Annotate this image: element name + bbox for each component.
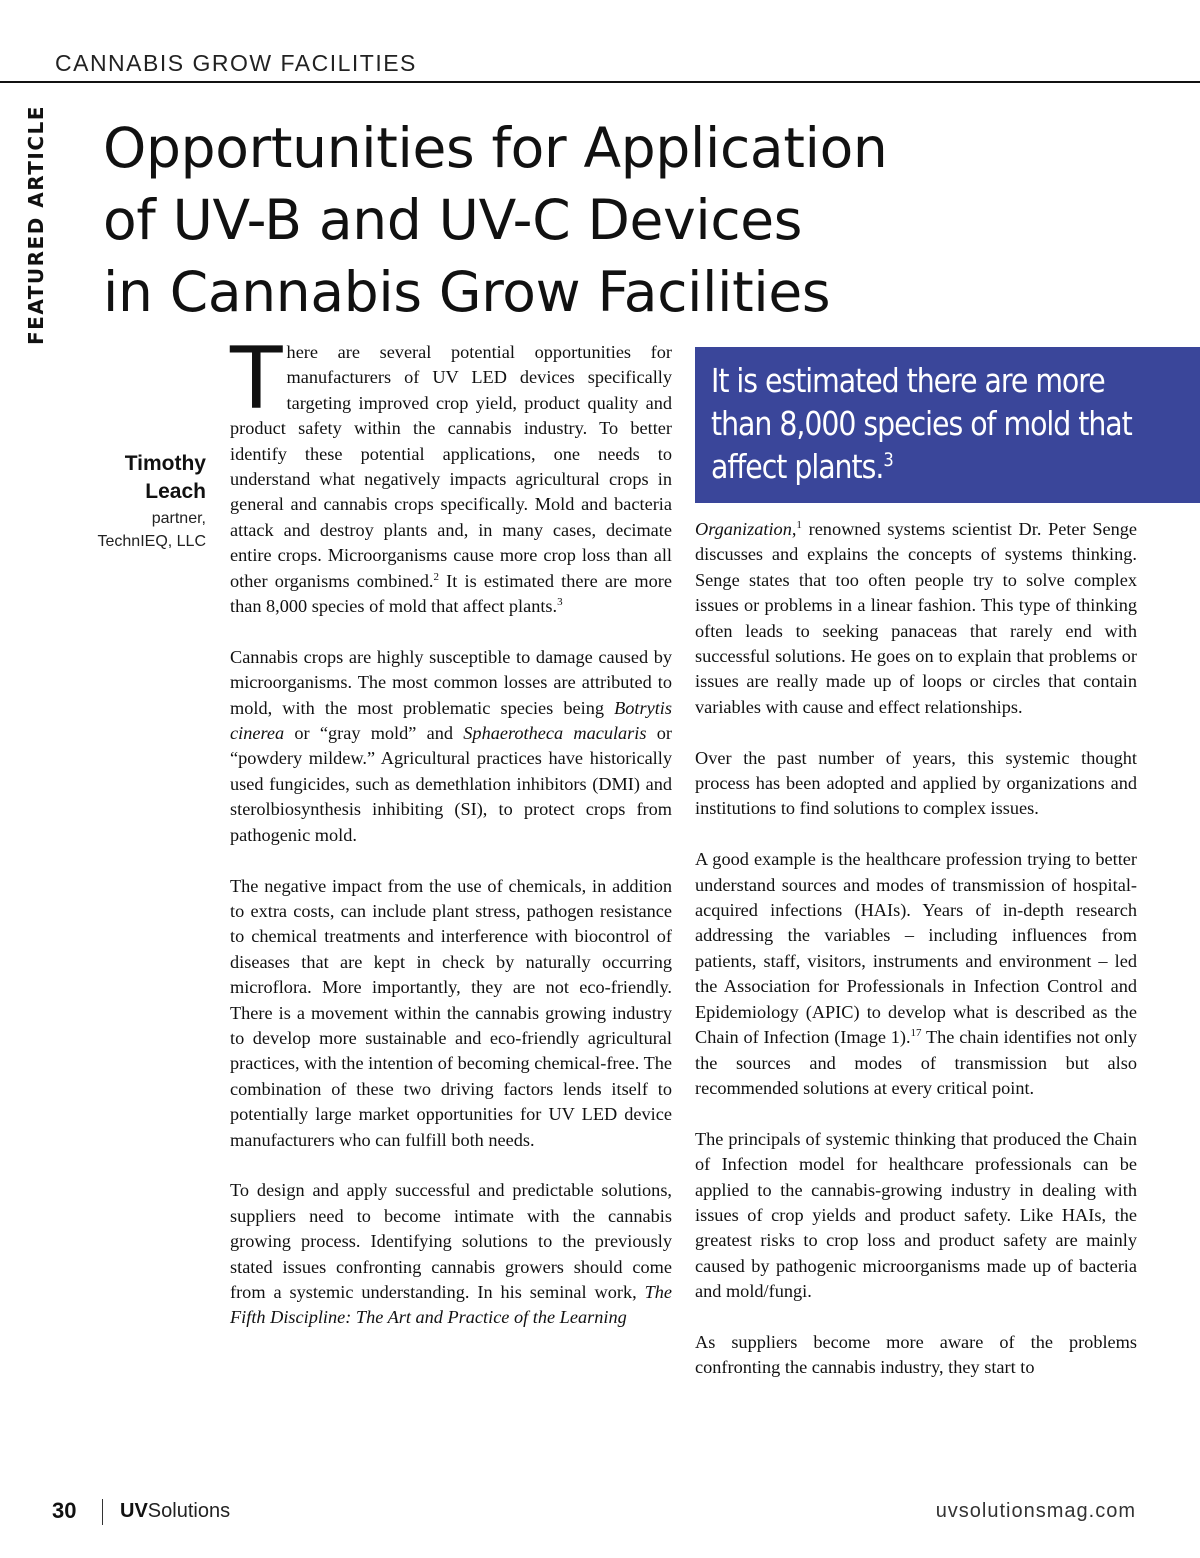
pull-quote-line-3 <box>711 445 1114 488</box>
article-title <box>103 112 1103 328</box>
brand-rest: Solutions <box>147 1500 231 1522</box>
magazine-url: uvsolutionsmag.com <box>935 1500 1136 1522</box>
text-run: or “gray mold” and <box>284 723 464 744</box>
section-label: CANNABIS GROW FACILITIES <box>55 50 417 76</box>
footnote-ref: 2 <box>433 570 439 583</box>
body-column-1 <box>230 329 672 1356</box>
body-column-2 <box>695 517 1137 1406</box>
footnote-ref: 17 <box>910 1027 922 1039</box>
paragraph <box>695 847 1137 1101</box>
paragraph: The principals of systemic thinking that produced the Chain of Infection model for healthcare professionals can be applied to the cannabis-growing industry in dealing with issues of crop yields and product safety. Like HAIs, the greatest risks to crop loss and product safety are mainly caused by pathogenic microorganisms made up of bacteria and mold/fungi. <box>695 1128 1137 1302</box>
featured-article-label: FEATURED ARTICLE <box>24 105 48 345</box>
author-role <box>20 507 206 553</box>
brand-bold: UV <box>120 1500 148 1522</box>
text-run: here are several potential opportunities for manufacturers of UV LED devices specifically targeting improved crop yield, product quality and product safety within the cannabis industry. To better identify these potential applications, one needs to understand what negatively impacts agricultural crops in general and cannabis crops specifically. Mold and bacteria attack and destroy plants and, in many cases, decimate entire crops. Microorganisms cause more crop loss than all other organisms combined. <box>230 342 672 591</box>
footnote-ref: 3 <box>883 449 893 471</box>
title-line-2: of UV-B and UV-C Devices <box>103 188 803 252</box>
drop-cap: T <box>230 329 283 429</box>
paragraph <box>230 645 672 848</box>
paragraph <box>230 1178 672 1330</box>
book-title: Organization <box>695 519 792 539</box>
author-last-name: Leach <box>145 480 206 503</box>
book-title: The Fifth Discipline: The Art and Practice of the Learning <box>230 1281 672 1328</box>
footnote-ref: 1 <box>796 518 802 531</box>
pull-quote-line-1: It is estimated there are more <box>711 361 1105 400</box>
footnote-ref: 3 <box>557 595 563 608</box>
text-run: or “powdery mildew.” Agricultural practices have historically used fungicides, such as demethlation inhibitors (DMI) and sterolbiosynthesis inhibiting (SI), to protect crops from pathogenic mold. <box>230 723 672 845</box>
paragraph: The negative impact from the use of chemicals, in addition to extra costs, can include plant stress, pathogen resistance to chemical treatments and interference with biocontrol of diseases that are kept in check by naturally occurring microflora. More importantly, they are not eco-friendly. There is a movement within the cannabis growing industry to develop more sustainable and eco-friendly agricultural practices, with the intention of becoming chemical-free. The combination of these two driving factors lends itself to potentially large market opportunities for UV LED device manufacturers who can fulfill both needs. <box>230 875 672 1150</box>
page-number: 30 <box>52 1498 77 1523</box>
text-run: Cannabis crops are highly susceptible to damage caused by microorganisms. The most common losses are attributed to mold, with the most problematic species being <box>230 646 672 718</box>
paragraph: As suppliers become more aware of the problems confronting the cannabis industry, they start to <box>695 1331 1137 1378</box>
title-line-3: in Cannabis Grow Facilities <box>103 260 831 324</box>
header-rule <box>0 81 1200 83</box>
pull-quote-line-2: than 8,000 species of mold that <box>711 404 1132 443</box>
magazine-brand <box>120 1500 230 1523</box>
author-role-line-1: partner, <box>151 510 206 527</box>
author-name <box>20 450 206 506</box>
author-first-name: Timothy <box>124 452 206 475</box>
species-name: Botrytis cinerea <box>230 697 672 744</box>
footer-divider <box>102 1499 103 1525</box>
paragraph: Over the past number of years, this systemic thought process has been adopted and applied by organizations and institutions to find solutions to complex issues. <box>695 747 1137 819</box>
species-name: Sphaerotheca macularis <box>463 723 647 744</box>
paragraph <box>230 329 672 619</box>
text-run: A good example is the healthcare profession trying to better understand sources and modes of transmission of hospital-acquired infections (HAIs). Years of in-depth research addressing the variables – including influences from patients, staff, visitors, instruments and environment – led the Association for Professionals in Infection Control and Epidemiology (APIC) to develop what is described as the Chain of Infection (Image 1). <box>695 849 1137 1048</box>
text-run: It is estimated there are more than 8,000 species of mold that affect plants. <box>230 570 672 617</box>
pull-quote <box>695 347 1200 503</box>
title-line-1: Opportunities for Application <box>103 116 888 180</box>
text-run: renowned systems scientist Dr. Peter Senge discusses and explains the concepts of systems thinking. Senge states that too often people try to solve complex issues or problems in a linear fashion. This type of thinking often leads to seeking panaceas that rarely end with successful solutions. He goes on to explain that problems or issues are really made up of loops or circles that contain variables with cause and effect relationships. <box>695 519 1137 717</box>
author-byline <box>20 450 206 553</box>
text-run: The chain identifies not only the sources and modes of transmission but also recommended solutions at every critical point. <box>695 1027 1137 1098</box>
pull-quote-text: affect plants. <box>711 447 884 486</box>
paragraph: Organization,$^1$ renowned systems scientist Dr. Peter Senge discusses and explains the concepts of systems thinking. Senge states that too often people try to solve complex issues or problems in a linear fashion. This type of thinking often leads to seeking panaceas that rarely end with successful solutions. He goes on to explain that problems or issues are really made up of loops or circles that contain variables with cause and effect relationships. <box>695 518 1137 717</box>
text-run: To design and apply successful and predictable solutions, suppliers need to become intimate with the cannabis growing process. Identifying solutions to the previously stated issues confronting cannabis growers should come from a systemic understanding. In his seminal work, <box>230 1180 672 1302</box>
author-role-line-2: TechnIEQ, LLC <box>97 533 206 550</box>
